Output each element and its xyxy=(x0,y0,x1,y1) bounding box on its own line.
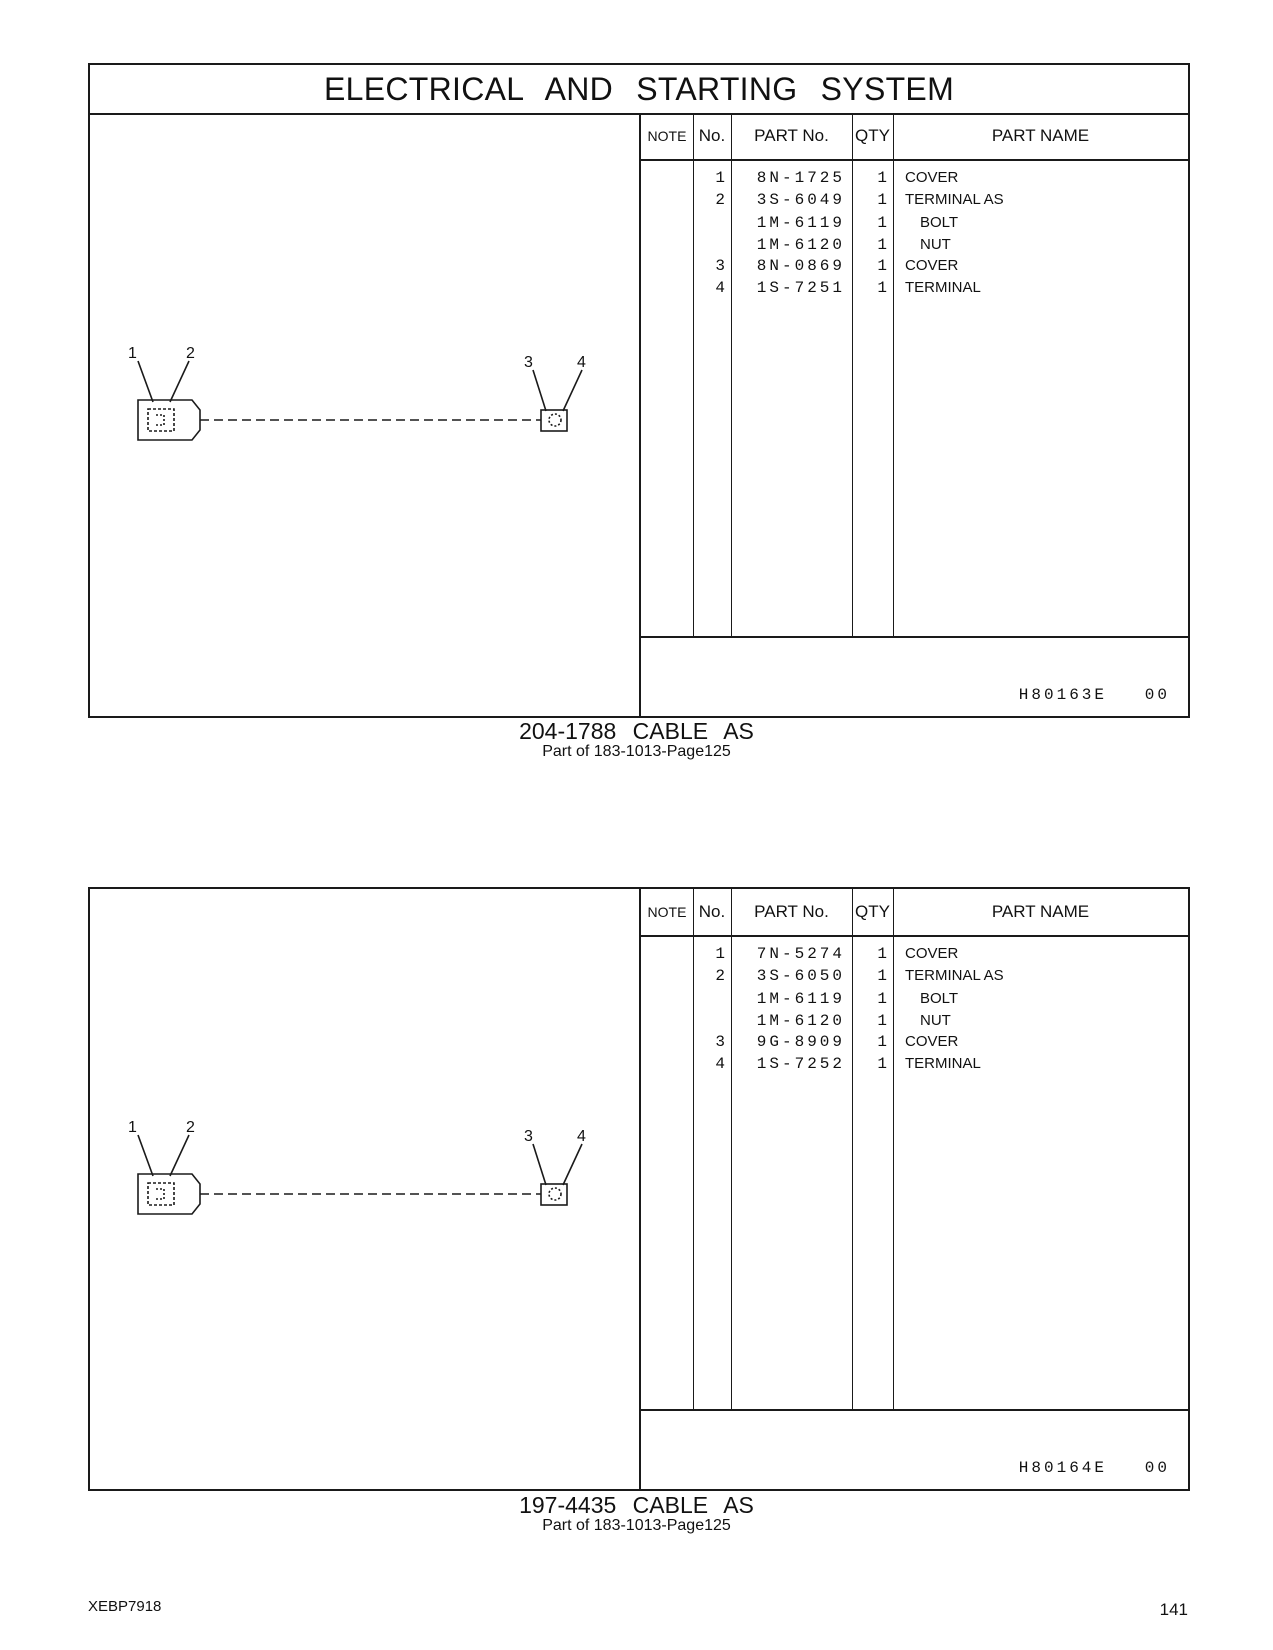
header-part-name: PART NAME xyxy=(991,902,1090,921)
quantity: 1 xyxy=(877,191,887,209)
document-code: XEBP7918 xyxy=(88,1598,162,1615)
item-number: 1 xyxy=(715,169,725,187)
callout-2: 2 xyxy=(186,1119,195,1136)
assembly-caption-1 xyxy=(0,719,1273,761)
part-name: TERMINAL xyxy=(905,1055,981,1072)
terminal-hidden-outline xyxy=(148,1183,174,1205)
drawing-code-area xyxy=(641,636,1188,716)
table-row xyxy=(641,191,1188,214)
part-name: NUT xyxy=(920,1012,951,1029)
quantity: 1 xyxy=(877,169,887,187)
quantity: 1 xyxy=(877,279,887,297)
table-row xyxy=(641,169,1188,192)
drawing-code: H80164E 00 xyxy=(1018,1459,1170,1477)
callout-4: 4 xyxy=(577,354,586,371)
part-number: 3S-6049 xyxy=(756,191,845,209)
part-name: COVER xyxy=(905,169,959,186)
part-number: 3S-6050 xyxy=(756,967,845,985)
callout-1: 1 xyxy=(128,345,137,362)
terminal-ring xyxy=(549,1188,561,1200)
leader-line-3 xyxy=(533,370,546,411)
item-number: 2 xyxy=(715,191,725,209)
leader-line-1 xyxy=(138,361,153,402)
part-number: 7N-5274 xyxy=(756,945,845,963)
quantity: 1 xyxy=(877,1012,887,1030)
quantity: 1 xyxy=(877,945,887,963)
header-note: NOTE xyxy=(647,128,687,144)
page-number: 141 xyxy=(1159,1600,1188,1619)
cable-illustration xyxy=(90,113,639,718)
table-row xyxy=(641,236,1188,259)
leader-line-2 xyxy=(170,361,189,402)
part-name: BOLT xyxy=(920,990,959,1007)
leader-line-3 xyxy=(533,1144,546,1185)
header-no: No. xyxy=(698,902,726,921)
item-number: 4 xyxy=(715,1055,725,1073)
header-part-name: PART NAME xyxy=(991,126,1090,145)
callout-4: 4 xyxy=(577,1128,586,1145)
assembly-title: 204-1788 CABLE AS xyxy=(519,718,754,744)
item-number: 4 xyxy=(715,279,725,297)
table-row xyxy=(641,1055,1188,1078)
header-no: No. xyxy=(698,126,726,145)
assembly-reference: Part of 183-1013-Page125 xyxy=(542,743,731,760)
cable-illustration xyxy=(90,889,639,1489)
header-part-no: PART No. xyxy=(754,126,829,145)
part-number: 1M-6119 xyxy=(756,214,845,232)
leader-line-4 xyxy=(563,1144,582,1185)
panel-body xyxy=(90,113,1188,716)
callout-3: 3 xyxy=(524,1128,533,1145)
part-number: 8N-1725 xyxy=(756,169,845,187)
terminal-ring xyxy=(549,414,561,426)
table-row xyxy=(641,945,1188,968)
header-qty: QTY xyxy=(855,126,890,145)
item-number: 3 xyxy=(715,257,725,275)
table-header xyxy=(641,113,1188,161)
leader-line-1 xyxy=(138,1135,153,1176)
parts-list xyxy=(641,113,1188,716)
item-number: 3 xyxy=(715,1033,725,1051)
table-row xyxy=(641,1033,1188,1056)
panel-body xyxy=(90,889,1188,1489)
part-name: TERMINAL AS xyxy=(905,967,1004,984)
part-name: TERMINAL xyxy=(905,279,981,296)
part-number: 1M-6119 xyxy=(756,990,845,1008)
callout-3: 3 xyxy=(524,354,533,371)
leader-line-4 xyxy=(563,370,582,411)
part-name: NUT xyxy=(920,236,951,253)
quantity: 1 xyxy=(877,990,887,1008)
quantity: 1 xyxy=(877,214,887,232)
part-number: 1S-7251 xyxy=(756,279,845,297)
part-name: COVER xyxy=(905,945,959,962)
part-number: 1M-6120 xyxy=(756,1012,845,1030)
table-row xyxy=(641,279,1188,302)
table-header xyxy=(641,889,1188,937)
table-row xyxy=(641,990,1188,1013)
item-number: 1 xyxy=(715,945,725,963)
part-number: 1M-6120 xyxy=(756,236,845,254)
part-name: COVER xyxy=(905,257,959,274)
assembly-title: 197-4435 CABLE AS xyxy=(519,1492,754,1518)
quantity: 1 xyxy=(877,967,887,985)
header-note: NOTE xyxy=(647,904,687,920)
quantity: 1 xyxy=(877,1055,887,1073)
section-title: ELECTRICAL AND STARTING SYSTEM xyxy=(90,65,1188,115)
callout-2: 2 xyxy=(186,345,195,362)
leader-line-2 xyxy=(170,1135,189,1176)
header-part-no: PART No. xyxy=(754,902,829,921)
header-qty: QTY xyxy=(855,902,890,921)
part-number: 9G-8909 xyxy=(756,1033,845,1051)
part-name: BOLT xyxy=(920,214,959,231)
parts-panel-2 xyxy=(88,887,1190,1491)
table-row xyxy=(641,1012,1188,1035)
quantity: 1 xyxy=(877,257,887,275)
part-name: COVER xyxy=(905,1033,959,1050)
drawing-code: H80163E 00 xyxy=(1018,686,1170,704)
terminal-ring-cover xyxy=(541,1184,567,1205)
parts-panel-1 xyxy=(88,63,1190,718)
assembly-reference: Part of 183-1013-Page125 xyxy=(542,1517,731,1534)
item-number: 2 xyxy=(715,967,725,985)
quantity: 1 xyxy=(877,236,887,254)
terminal-ring-cover xyxy=(541,410,567,431)
drawing-code-area xyxy=(641,1409,1188,1489)
quantity: 1 xyxy=(877,1033,887,1051)
cable-diagram xyxy=(90,889,641,1489)
assembly-caption-2 xyxy=(0,1493,1273,1535)
cable-diagram xyxy=(90,113,641,716)
table-row xyxy=(641,214,1188,237)
table-row xyxy=(641,967,1188,990)
part-number: 1S-7252 xyxy=(756,1055,845,1073)
table-row xyxy=(641,257,1188,280)
parts-list xyxy=(641,889,1188,1489)
part-number: 8N-0869 xyxy=(756,257,845,275)
part-name: TERMINAL AS xyxy=(905,191,1004,208)
callout-1: 1 xyxy=(128,1119,137,1136)
terminal-hidden-outline xyxy=(148,409,174,431)
